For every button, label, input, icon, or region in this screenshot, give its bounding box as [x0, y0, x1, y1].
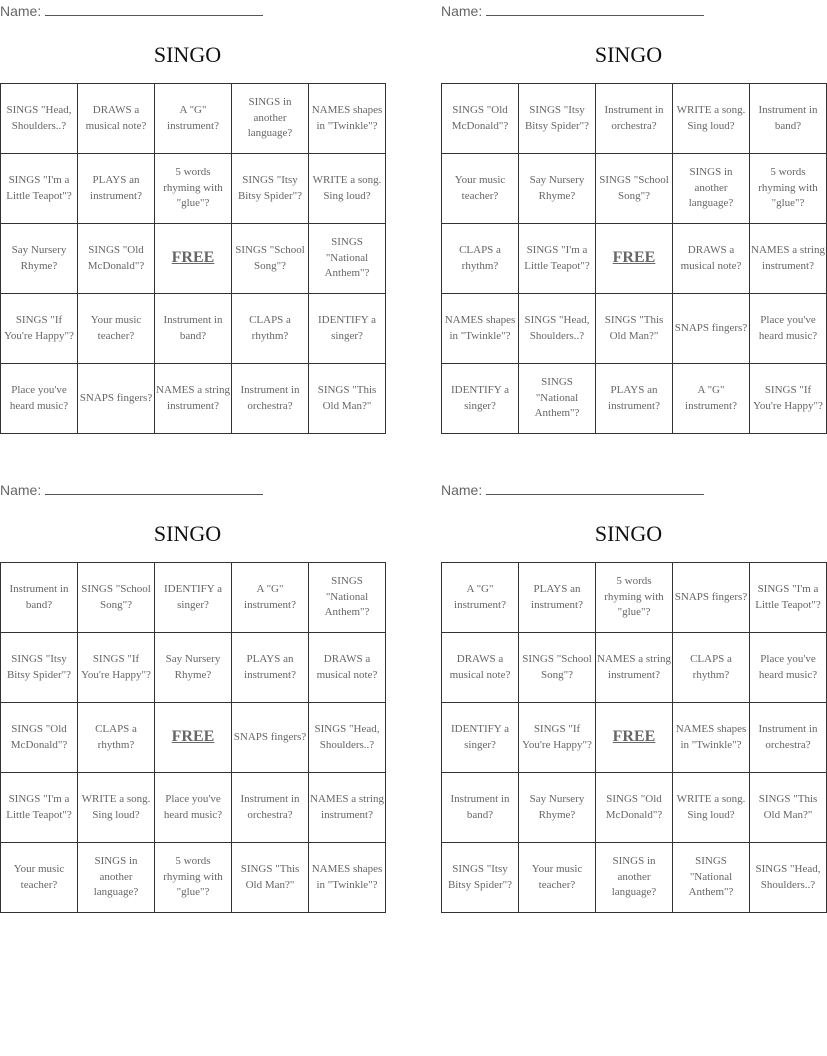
grid-row [442, 843, 827, 913]
bingo-cell: SINGS "If You're Happy"? [519, 703, 596, 773]
grid-row [442, 773, 827, 843]
grid-row [442, 294, 827, 364]
bingo-cell: SINGS "Old McDonald"? [1, 703, 78, 773]
grid-row [1, 703, 386, 773]
bingo-cell: NAMES a string instrument? [750, 224, 827, 294]
bingo-cell: Instrument in band? [1, 563, 78, 633]
bingo-cell: SINGS in another language? [78, 843, 155, 913]
bingo-cell: WRITE a song. Sing loud? [673, 773, 750, 843]
bingo-cell: PLAYS an instrument? [596, 364, 673, 434]
free-space [596, 224, 673, 294]
bingo-cell: SINGS "National Anthem"? [309, 224, 386, 294]
bingo-cell: NAMES a string instrument? [309, 773, 386, 843]
bingo-cell: CLAPS a rhythm? [78, 703, 155, 773]
bingo-grid [441, 83, 827, 434]
free-space-label: FREE [171, 727, 215, 745]
bingo-cell: 5 words rhyming with "glue"? [596, 563, 673, 633]
bingo-cell: NAMES a string instrument? [596, 633, 673, 703]
name-label: Name: [0, 3, 42, 19]
bingo-cell: DRAWS a musical note? [309, 633, 386, 703]
bingo-grid [441, 562, 827, 913]
bingo-cell: SINGS "School Song"? [596, 154, 673, 224]
free-space-label: FREE [612, 727, 656, 745]
bingo-cell: SNAPS fingers? [673, 294, 750, 364]
bingo-cell: SINGS "Itsy Bitsy Spider"? [442, 843, 519, 913]
bingo-cell: SINGS in another language? [673, 154, 750, 224]
bingo-cell: SINGS "If You're Happy"? [1, 294, 78, 364]
grid-row [1, 84, 386, 154]
bingo-cell: SINGS "School Song"? [519, 633, 596, 703]
card-title: SINGO [153, 42, 222, 67]
bingo-cell: DRAWS a musical note? [673, 224, 750, 294]
bingo-cell: Instrument in orchestra? [232, 773, 309, 843]
card-title: SINGO [153, 521, 222, 546]
bingo-cell: SINGS "If You're Happy"? [750, 364, 827, 434]
bingo-cell: SINGS "School Song"? [232, 224, 309, 294]
name-label: Name: [441, 3, 483, 19]
bingo-cell: A "G" instrument? [442, 563, 519, 633]
bingo-cell: Instrument in band? [442, 773, 519, 843]
bingo-cell: Say Nursery Rhyme? [155, 633, 232, 703]
free-space [155, 703, 232, 773]
bingo-cell: SINGS "If You're Happy"? [78, 633, 155, 703]
bingo-cell: NAMES shapes in "Twinkle"? [442, 294, 519, 364]
bingo-cell: SINGS in another language? [596, 843, 673, 913]
bingo-cell: Place you've heard music? [750, 294, 827, 364]
bingo-cell: NAMES shapes in "Twinkle"? [673, 703, 750, 773]
bingo-cell: CLAPS a rhythm? [442, 224, 519, 294]
bingo-cell: Your music teacher? [1, 843, 78, 913]
free-space [596, 703, 673, 773]
bingo-cell: IDENTIFY a singer? [442, 703, 519, 773]
bingo-cell: CLAPS a rhythm? [232, 294, 309, 364]
grid-row [1, 773, 386, 843]
free-space-label: FREE [171, 248, 215, 266]
bingo-cell: SINGS "I'm a Little Teapot"? [1, 154, 78, 224]
bingo-cell: SINGS "This Old Man?" [309, 364, 386, 434]
bingo-cell: Say Nursery Rhyme? [519, 154, 596, 224]
bingo-cell: WRITE a song. Sing loud? [78, 773, 155, 843]
card-title: SINGO [594, 521, 663, 546]
name-field [0, 2, 263, 20]
grid-row [1, 224, 386, 294]
grid-row [442, 154, 827, 224]
bingo-cell: NAMES shapes in "Twinkle"? [309, 843, 386, 913]
bingo-cell: NAMES a string instrument? [155, 364, 232, 434]
bingo-cell: A "G" instrument? [155, 84, 232, 154]
bingo-cell: Instrument in band? [750, 84, 827, 154]
bingo-cell: SINGS "Old McDonald"? [78, 224, 155, 294]
bingo-cell: 5 words rhyming with "glue"? [750, 154, 827, 224]
bingo-cell: SINGS "Old McDonald"? [596, 773, 673, 843]
name-field [441, 2, 704, 20]
bingo-cell: SNAPS fingers? [673, 563, 750, 633]
bingo-cell: DRAWS a musical note? [442, 633, 519, 703]
grid-row [442, 364, 827, 434]
grid-row [442, 224, 827, 294]
bingo-cell: A "G" instrument? [232, 563, 309, 633]
bingo-cell: Place you've heard music? [1, 364, 78, 434]
bingo-cell: IDENTIFY a singer? [442, 364, 519, 434]
grid-row [442, 563, 827, 633]
bingo-cell: SINGS "Old McDonald"? [442, 84, 519, 154]
bingo-cell: SINGS in another language? [232, 84, 309, 154]
name-blank-line[interactable] [486, 482, 704, 495]
bingo-cell: SINGS "National Anthem"? [673, 843, 750, 913]
bingo-cell: IDENTIFY a singer? [309, 294, 386, 364]
bingo-cell: SINGS "School Song"? [78, 563, 155, 633]
bingo-cell: Place you've heard music? [750, 633, 827, 703]
name-field [441, 481, 704, 499]
bingo-cell: SINGS "This Old Man?" [232, 843, 309, 913]
bingo-cell: SINGS "Head, Shoulders..? [750, 843, 827, 913]
bingo-cell: Instrument in orchestra? [750, 703, 827, 773]
name-label: Name: [0, 482, 42, 498]
bingo-cell: 5 words rhyming with "glue"? [155, 843, 232, 913]
bingo-cell: SINGS "Itsy Bitsy Spider"? [232, 154, 309, 224]
grid-row [1, 633, 386, 703]
bingo-cell: WRITE a song. Sing loud? [309, 154, 386, 224]
bingo-cell: SINGS "Head, Shoulders..? [1, 84, 78, 154]
bingo-cell: CLAPS a rhythm? [673, 633, 750, 703]
bingo-cell: Instrument in orchestra? [232, 364, 309, 434]
bingo-cell: PLAYS an instrument? [78, 154, 155, 224]
name-blank-line[interactable] [45, 482, 263, 495]
grid-row [442, 703, 827, 773]
bingo-cell: Say Nursery Rhyme? [519, 773, 596, 843]
bingo-cell: SNAPS fingers? [78, 364, 155, 434]
grid-row [1, 843, 386, 913]
bingo-cell: SNAPS fingers? [232, 703, 309, 773]
bingo-grid [0, 562, 386, 913]
bingo-cell: SINGS "This Old Man?" [750, 773, 827, 843]
bingo-cell: DRAWS a musical note? [78, 84, 155, 154]
grid-row [442, 84, 827, 154]
bingo-cell: SINGS "Head, Shoulders..? [309, 703, 386, 773]
bingo-cell: Say Nursery Rhyme? [1, 224, 78, 294]
bingo-cell: 5 words rhyming with "glue"? [155, 154, 232, 224]
free-space-label: FREE [612, 248, 656, 266]
bingo-cell: SINGS "I'm a Little Teapot"? [750, 563, 827, 633]
bingo-cell: Your music teacher? [519, 843, 596, 913]
bingo-cell: WRITE a song. Sing loud? [673, 84, 750, 154]
bingo-cell: SINGS "National Anthem"? [519, 364, 596, 434]
bingo-grid [0, 83, 386, 434]
bingo-cell: PLAYS an instrument? [519, 563, 596, 633]
name-field [0, 481, 263, 499]
name-blank-line[interactable] [486, 3, 704, 16]
grid-row [1, 364, 386, 434]
bingo-cell: SINGS "National Anthem"? [309, 563, 386, 633]
bingo-cell: SINGS "Head, Shoulders..? [519, 294, 596, 364]
name-blank-line[interactable] [45, 3, 263, 16]
bingo-cell: Instrument in band? [155, 294, 232, 364]
bingo-cell: Your music teacher? [78, 294, 155, 364]
name-label: Name: [441, 482, 483, 498]
grid-row [1, 154, 386, 224]
bingo-cell: SINGS "Itsy Bitsy Spider"? [519, 84, 596, 154]
bingo-cell: Instrument in orchestra? [596, 84, 673, 154]
grid-row [442, 633, 827, 703]
grid-row [1, 294, 386, 364]
bingo-cell: A "G" instrument? [673, 364, 750, 434]
bingo-cell: SINGS "Itsy Bitsy Spider"? [1, 633, 78, 703]
free-space [155, 224, 232, 294]
bingo-cell: SINGS "This Old Man?" [596, 294, 673, 364]
bingo-cell: NAMES shapes in "Twinkle"? [309, 84, 386, 154]
grid-row [1, 563, 386, 633]
bingo-cell: SINGS "I'm a Little Teapot"? [519, 224, 596, 294]
bingo-cell: IDENTIFY a singer? [155, 563, 232, 633]
bingo-cell: Your music teacher? [442, 154, 519, 224]
bingo-cell: SINGS "I'm a Little Teapot"? [1, 773, 78, 843]
bingo-cell: PLAYS an instrument? [232, 633, 309, 703]
bingo-cell: Place you've heard music? [155, 773, 232, 843]
card-title: SINGO [594, 42, 663, 67]
